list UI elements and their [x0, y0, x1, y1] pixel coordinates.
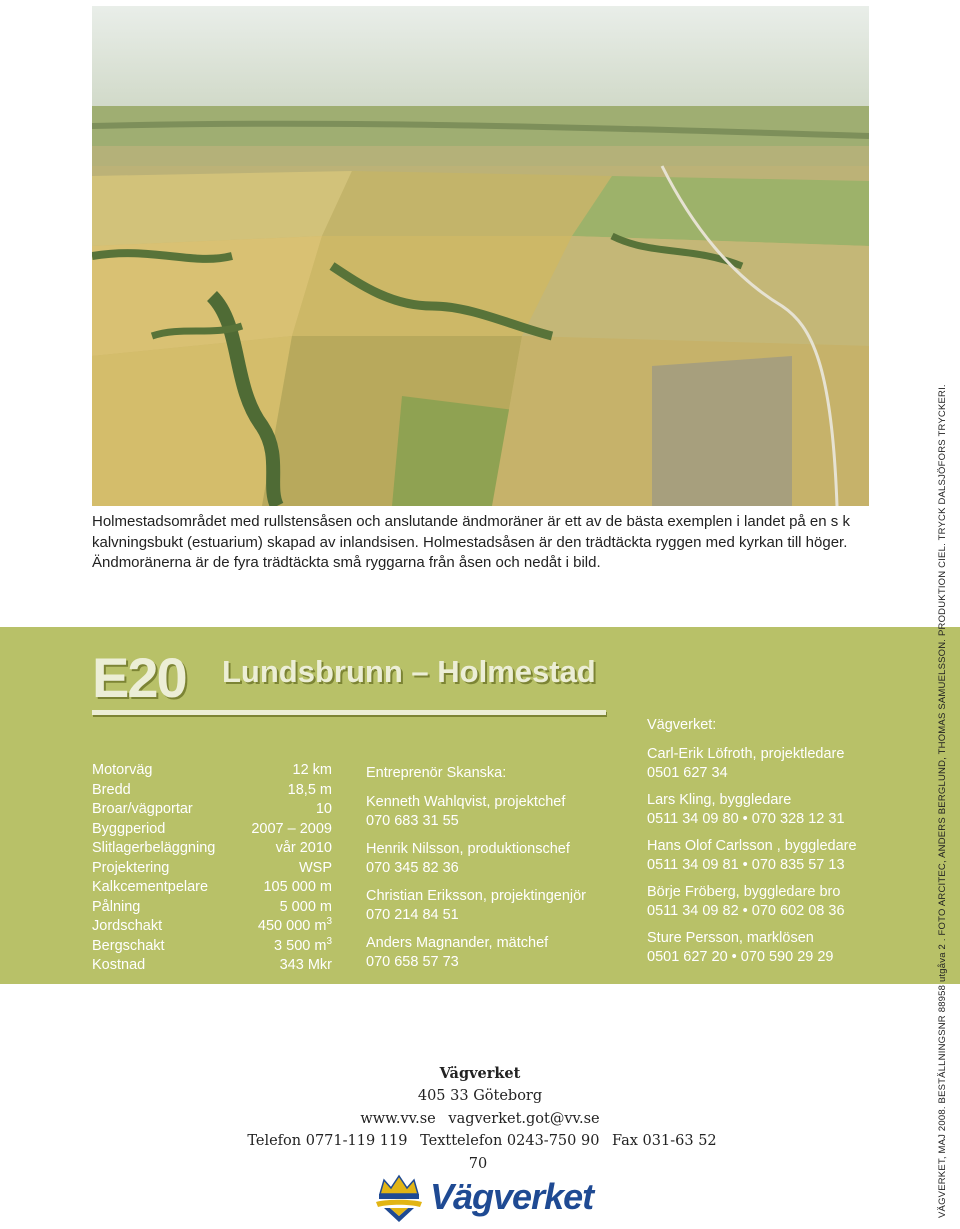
spec-row — [92, 937, 332, 957]
contact-entry — [647, 837, 927, 875]
spec-label: Kostnad — [92, 957, 146, 973]
footer-website-link[interactable]: www.vv.se — [360, 1110, 436, 1127]
spec-value: vår 2010 — [275, 840, 332, 856]
contact-phone: 070 683 31 55 — [366, 813, 459, 829]
spec-value: 12 km — [292, 762, 332, 778]
spec-row — [92, 898, 332, 918]
contact-phone: 070 214 84 51 — [366, 907, 459, 923]
footer-phone-line — [240, 1130, 720, 1175]
spec-label: Kalkcementpelare — [92, 879, 209, 895]
spec-row — [92, 781, 332, 801]
spec-value: 450 000 m — [257, 918, 327, 934]
client-title: Vägverket: — [647, 717, 717, 733]
contact-entry — [647, 791, 927, 829]
contact-name: Christian Eriksson, projektingenjör — [366, 888, 587, 904]
contact-phone: 0501 627 34 — [647, 765, 728, 781]
contact-entry — [647, 745, 927, 783]
heading-rule — [92, 710, 606, 715]
spec-label: Pålning — [92, 898, 141, 915]
logo-wordmark: Vägverket — [430, 1176, 594, 1217]
print-colophon: VÄGVERKET, MAJ 2008. BESTÄLLNINGSNR 88958 utgåva 2 . FOTO ARCITEC, ANDERS BERGLUND, THOMAS SAMUELSSON. PRODUKTION CIEL. TRYCK DALSJÖFORS TRYCKERI. — [937, 384, 948, 1218]
spec-value: 105 000 m — [263, 879, 332, 895]
spec-row — [92, 859, 332, 879]
spec-row — [92, 761, 332, 781]
contact-name: Anders Magnander, mätchef — [366, 935, 549, 951]
spec-value: WSP — [298, 859, 332, 876]
contact-entry — [366, 840, 626, 878]
footer-web-line — [240, 1108, 720, 1131]
spec-row — [92, 839, 332, 859]
spec-row — [92, 878, 332, 898]
spec-value-wrap — [258, 917, 332, 937]
photo-caption: Holmestadsområdet med rullstensåsen och anslutande ändmoräner är ett av de bästa exemplen i landet på en s k kalvningsbukt (estuarium) skapad av inlandsisen. Holmestadsåsen är den trädtäckta ryggen med kyrkan till höger. Ändmoränerna är de fyra trädtäckta små ryggarna från åsen och nedåt i bild. — [92, 513, 850, 571]
contact-entry — [366, 887, 626, 925]
footer-org-name: Vägverket — [439, 1065, 521, 1082]
contact-name: Carl-Erik Löfroth, projektledare — [647, 746, 845, 762]
footer-phone: Telefon 0771-119 119 — [247, 1133, 408, 1149]
spec-label: Bredd — [92, 781, 131, 798]
client-contacts — [647, 716, 927, 975]
spec-label: Jordschakt — [92, 918, 163, 934]
route-title: Lundsbrunn – Holmestad — [222, 654, 596, 689]
footer-email-link[interactable]: vagverket.got@vv.se — [448, 1110, 600, 1127]
footer-fax: Fax 031-63 52 70 — [468, 1133, 717, 1172]
aerial-photo — [92, 6, 869, 506]
contact-entry — [647, 883, 927, 921]
spec-value: 343 Mkr — [279, 957, 332, 973]
unit-exponent: 3 — [326, 935, 332, 947]
spec-label: Broar/vägportar — [92, 801, 193, 817]
contact-name: Lars Kling, byggledare — [647, 792, 792, 808]
contact-name: Sture Persson, marklösen — [647, 930, 814, 946]
contact-phone: 0511 34 09 81 • 070 835 57 13 — [647, 857, 845, 873]
spec-value: 18,5 m — [287, 781, 332, 798]
spec-label: Motorväg — [92, 762, 153, 778]
contact-phone: 0501 627 20 • 070 590 29 29 — [647, 949, 834, 965]
spec-label: Bergschakt — [92, 937, 165, 954]
footer-contact-block — [240, 1063, 720, 1175]
project-specs — [92, 761, 332, 976]
contact-entry — [366, 934, 626, 972]
spec-row — [92, 917, 332, 937]
contact-phone: 070 345 82 36 — [366, 860, 459, 876]
unit-exponent: 3 — [326, 916, 332, 927]
contact-name: Kenneth Wahlqvist, projektchef — [366, 794, 566, 810]
footer-address: 405 33 Göteborg — [417, 1088, 543, 1104]
spec-row — [92, 956, 332, 976]
contact-entry — [647, 929, 927, 967]
spec-value: 5 000 m — [279, 898, 332, 915]
spec-value: 2007 – 2009 — [251, 820, 332, 837]
spec-label: Byggperiod — [92, 820, 166, 837]
contact-name: Henrik Nilsson, produktionschef — [366, 841, 570, 857]
contact-entry — [366, 793, 626, 831]
contact-name: Börje Fröberg, byggledare bro — [647, 884, 841, 900]
spec-row — [92, 800, 332, 820]
footer-textphone: Texttelefon 0243-750 90 — [420, 1133, 600, 1149]
contractor-title: Entreprenör Skanska: — [366, 765, 507, 781]
spec-label: Slitlagerbeläggning — [92, 840, 216, 856]
contractor-contacts — [366, 764, 626, 981]
spec-row — [92, 820, 332, 840]
road-number: E20 — [92, 646, 186, 709]
contact-phone: 070 658 57 73 — [366, 954, 459, 970]
vagverket-logo — [370, 1172, 600, 1224]
contact-phone: 0511 34 09 80 • 070 328 12 31 — [647, 811, 845, 827]
crown-emblem-icon — [370, 1172, 428, 1224]
spec-label: Projektering — [92, 859, 170, 876]
contact-name: Hans Olof Carlsson , byggledare — [647, 838, 857, 854]
spec-value-wrap — [274, 937, 332, 957]
contact-phone: 0511 34 09 82 • 070 602 08 36 — [647, 903, 845, 919]
spec-value: 3 500 m — [274, 937, 327, 954]
spec-value: 10 — [315, 801, 332, 817]
